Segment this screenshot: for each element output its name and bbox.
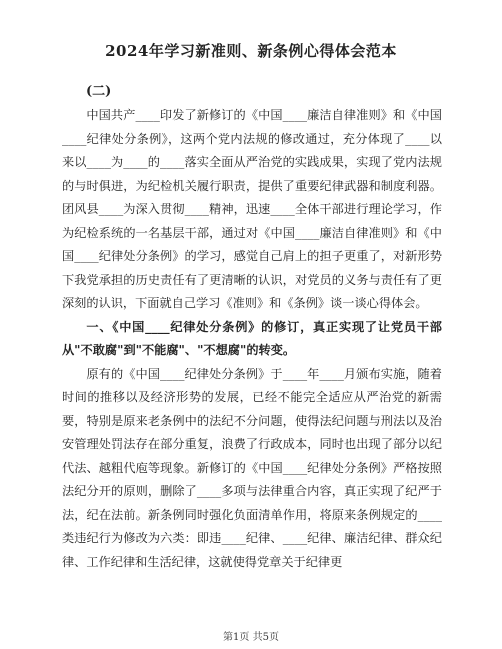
section-heading-text: 一、《中国____纪律处分条例》的修订，真正实现了让党员干部从"不敢腐"到"不能腐"、"不想腐"的转变。 <box>62 319 442 357</box>
page-footer: 第1页 共5页 <box>223 632 279 643</box>
section-heading <box>62 316 442 363</box>
paragraph-1: 中国共产____印发了新修订的《中国____廉洁自律准则》和《中国____纪律处分条例》，这两个党内法规的修改通过，充分体现了____以来以____为____的____落实全面从严治党的实践成果，实现了党内法规的与时俱进，为纪检机关履行职责，提供了重要纪律武器和制度利器。团风县____为深入贯彻____精神，迅速____全体干部进行理论学习，作为纪检系统的一名基层干部，通过对《中国____廉洁自律准则》和《中国____纪律处分条例》的学习，感觉自己肩上的担子更重了，对新形势下我党承担的历史责任有了更清晰的认识，对党员的义务与责任有了更深刻的认识，下面就自己学习《准则》和《条例》谈一谈心得体会。 <box>62 108 442 310</box>
paragraph-2: 原有的《中国____纪律处分条例》于____年____月颁布实施，随着时间的推移以及经济形势的发展，已经不能完全适应从严治党的新需要，特别是原来老条例中的法纪不分问题，使得法纪问题与刑法以及治安管理处罚法存在部分重复，浪费了行政成本，同时也出现了部分以纪代法、越粗代庖等现象。新修订的《中国____纪律处分条例》严格按照法纪分开的原则，删除了____多项与法律重合内容，真正实现了纪严于法，纪在法前。新条例同时强化负面清单作用，将原来条例规定的____类违纪行为修改为六类：即违____纪律、____纪律、廉洁纪律、群众纪律、工作纪律和生活纪律，这就使得党章关于纪律更 <box>62 366 442 569</box>
document-body <box>62 104 442 574</box>
document-subtitle: (二) <box>86 84 112 99</box>
document-title: 2024年学习新准则、新条例心得体会范本 <box>105 42 397 60</box>
